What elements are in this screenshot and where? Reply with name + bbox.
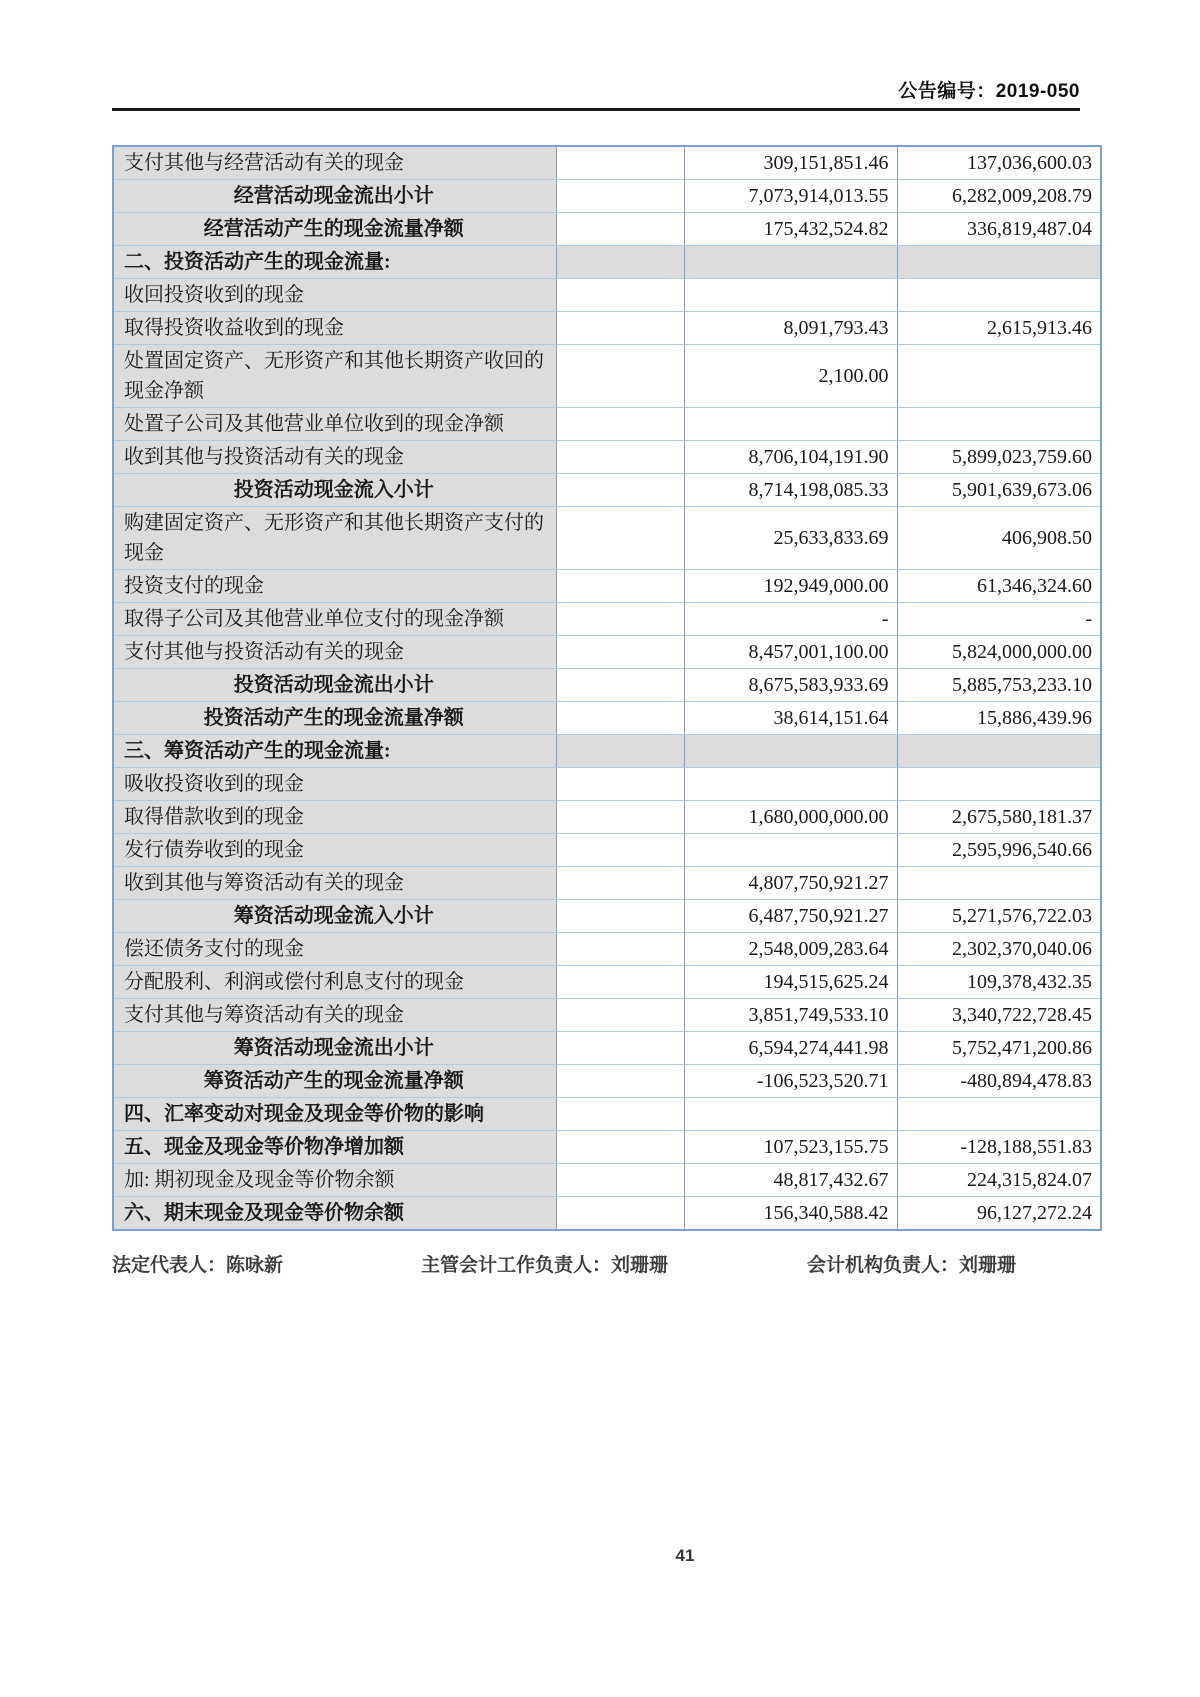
row-label-cell: 投资支付的现金 <box>113 570 556 603</box>
value-cell-prior: 61,346,324.60 <box>897 570 1101 603</box>
row-label-cell: 加: 期初现金及现金等价物余额 <box>113 1164 556 1197</box>
table-row <box>113 1098 1101 1131</box>
row-label-cell: 四、汇率变动对现金及现金等价物的影响 <box>113 1098 556 1131</box>
table-row <box>113 408 1101 441</box>
value-cell-prior: 5,824,000,000.00 <box>897 636 1101 669</box>
table-row <box>113 735 1101 768</box>
value-cell-prior: 224,315,824.07 <box>897 1164 1101 1197</box>
value-cell-current: 38,614,151.64 <box>684 702 897 735</box>
table-row <box>113 1131 1101 1164</box>
table-row <box>113 1164 1101 1197</box>
row-label-cell: 支付其他与经营活动有关的现金 <box>113 146 556 180</box>
value-cell-current: 8,706,104,191.90 <box>684 441 897 474</box>
row-label-cell: 二、投资活动产生的现金流量: <box>113 246 556 279</box>
value-cell-current: -106,523,520.71 <box>684 1065 897 1098</box>
value-cell-current: 156,340,588.42 <box>684 1197 897 1231</box>
value-cell-current <box>684 246 897 279</box>
empty-cell <box>556 441 684 474</box>
value-cell-current <box>684 735 897 768</box>
row-label-cell: 三、筹资活动产生的现金流量: <box>113 735 556 768</box>
empty-cell <box>556 570 684 603</box>
value-cell-current: 8,457,001,100.00 <box>684 636 897 669</box>
value-cell-prior: 336,819,487.04 <box>897 213 1101 246</box>
row-label-cell: 经营活动现金流出小计 <box>113 180 556 213</box>
row-label-cell: 六、期末现金及现金等价物余额 <box>113 1197 556 1231</box>
row-label-cell: 经营活动产生的现金流量净额 <box>113 213 556 246</box>
empty-cell <box>556 669 684 702</box>
value-cell-prior: 5,752,471,200.86 <box>897 1032 1101 1065</box>
table-row <box>113 669 1101 702</box>
row-label-cell: 吸收投资收到的现金 <box>113 768 556 801</box>
value-cell-current <box>684 1098 897 1131</box>
table-row <box>113 867 1101 900</box>
empty-cell <box>556 1197 684 1231</box>
value-cell-prior <box>897 735 1101 768</box>
value-cell-current: 1,680,000,000.00 <box>684 801 897 834</box>
table-row <box>113 441 1101 474</box>
accounting-dept-head: 会计机构负责人：刘珊珊 <box>807 1255 1017 1276</box>
value-cell-current: 2,100.00 <box>684 345 897 408</box>
value-cell-current <box>684 834 897 867</box>
table-row <box>113 474 1101 507</box>
table-row <box>113 246 1101 279</box>
value-cell-prior: 406,908.50 <box>897 507 1101 570</box>
value-cell-prior: 6,282,009,208.79 <box>897 180 1101 213</box>
value-cell-current: 48,817,432.67 <box>684 1164 897 1197</box>
value-cell-prior: 2,615,913.46 <box>897 312 1101 345</box>
row-label-cell: 处置子公司及其他营业单位收到的现金净额 <box>113 408 556 441</box>
value-cell-prior: 2,675,580,181.37 <box>897 801 1101 834</box>
table-row <box>113 999 1101 1032</box>
row-label-cell: 支付其他与筹资活动有关的现金 <box>113 999 556 1032</box>
value-cell-current: 4,807,750,921.27 <box>684 867 897 900</box>
value-cell-prior: 5,271,576,722.03 <box>897 900 1101 933</box>
value-cell-prior <box>897 345 1101 408</box>
row-label-cell: 筹资活动产生的现金流量净额 <box>113 1065 556 1098</box>
empty-cell <box>556 702 684 735</box>
empty-cell <box>556 933 684 966</box>
row-label-cell: 收到其他与投资活动有关的现金 <box>113 441 556 474</box>
table-row <box>113 570 1101 603</box>
legal-representative: 法定代表人：陈咏新 <box>112 1255 284 1276</box>
table-row <box>113 603 1101 636</box>
value-cell-prior: -128,188,551.83 <box>897 1131 1101 1164</box>
empty-cell <box>556 1065 684 1098</box>
value-cell-prior: 3,340,722,728.45 <box>897 999 1101 1032</box>
empty-cell <box>556 1131 684 1164</box>
empty-cell <box>556 867 684 900</box>
empty-cell <box>556 474 684 507</box>
value-cell-current: 3,851,749,533.10 <box>684 999 897 1032</box>
value-cell-prior: 2,595,996,540.66 <box>897 834 1101 867</box>
empty-cell <box>556 146 684 180</box>
table-row <box>113 933 1101 966</box>
empty-cell <box>556 735 684 768</box>
value-cell-prior <box>897 408 1101 441</box>
table-row <box>113 900 1101 933</box>
empty-cell <box>556 1164 684 1197</box>
table-row <box>113 345 1101 408</box>
value-cell-prior: 5,901,639,673.06 <box>897 474 1101 507</box>
empty-cell <box>556 345 684 408</box>
row-label-cell: 筹资活动现金流出小计 <box>113 1032 556 1065</box>
empty-cell <box>556 1098 684 1131</box>
value-cell-current <box>684 279 897 312</box>
row-label-cell: 偿还债务支付的现金 <box>113 933 556 966</box>
value-cell-prior <box>897 768 1101 801</box>
value-cell-current: 309,151,851.46 <box>684 146 897 180</box>
table-row <box>113 146 1101 180</box>
value-cell-prior: 109,378,432.35 <box>897 966 1101 999</box>
value-cell-prior <box>897 246 1101 279</box>
value-cell-current: 194,515,625.24 <box>684 966 897 999</box>
row-label-cell: 投资活动现金流入小计 <box>113 474 556 507</box>
empty-cell <box>556 834 684 867</box>
value-cell-prior: -480,894,478.83 <box>897 1065 1101 1098</box>
table-row <box>113 312 1101 345</box>
row-label-cell: 收到其他与筹资活动有关的现金 <box>113 867 556 900</box>
value-cell-prior: 5,885,753,233.10 <box>897 669 1101 702</box>
value-cell-current: 8,714,198,085.33 <box>684 474 897 507</box>
value-cell-prior: 2,302,370,040.06 <box>897 933 1101 966</box>
empty-cell <box>556 408 684 441</box>
value-cell-current: 107,523,155.75 <box>684 1131 897 1164</box>
row-label-cell: 取得子公司及其他营业单位支付的现金净额 <box>113 603 556 636</box>
row-label-cell: 分配股利、利润或偿付利息支付的现金 <box>113 966 556 999</box>
announcement-number: 公告编号：2019-050 <box>898 81 1080 102</box>
row-label-cell: 收回投资收到的现金 <box>113 279 556 312</box>
empty-cell <box>556 636 684 669</box>
page-number: 41 <box>675 1546 695 1565</box>
row-label-cell: 购建固定资产、无形资产和其他长期资产支付的现金 <box>113 507 556 570</box>
cash-flow-statement-table <box>112 145 1102 1231</box>
empty-cell <box>556 603 684 636</box>
empty-cell <box>556 1032 684 1065</box>
table-row <box>113 1032 1101 1065</box>
table-row <box>113 1197 1101 1231</box>
value-cell-prior <box>897 279 1101 312</box>
value-cell-current: 2,548,009,283.64 <box>684 933 897 966</box>
value-cell-current: 192,949,000.00 <box>684 570 897 603</box>
value-cell-prior <box>897 1098 1101 1131</box>
row-label-cell: 发行债券收到的现金 <box>113 834 556 867</box>
value-cell-current: - <box>684 603 897 636</box>
value-cell-current <box>684 408 897 441</box>
table-row <box>113 213 1101 246</box>
row-label-cell: 处置固定资产、无形资产和其他长期资产收回的现金净额 <box>113 345 556 408</box>
empty-cell <box>556 279 684 312</box>
table-row <box>113 180 1101 213</box>
table-row <box>113 1065 1101 1098</box>
table-row <box>113 966 1101 999</box>
value-cell-current: 25,633,833.69 <box>684 507 897 570</box>
table-row <box>113 279 1101 312</box>
value-cell-current: 6,594,274,441.98 <box>684 1032 897 1065</box>
table-row <box>113 702 1101 735</box>
empty-cell <box>556 900 684 933</box>
row-label-cell: 取得借款收到的现金 <box>113 801 556 834</box>
empty-cell <box>556 180 684 213</box>
value-cell-current: 8,091,793.43 <box>684 312 897 345</box>
value-cell-prior: 5,899,023,759.60 <box>897 441 1101 474</box>
value-cell-prior <box>897 867 1101 900</box>
value-cell-current: 175,432,524.82 <box>684 213 897 246</box>
table-row <box>113 801 1101 834</box>
page-header <box>112 76 1080 103</box>
value-cell-current: 6,487,750,921.27 <box>684 900 897 933</box>
empty-cell <box>556 312 684 345</box>
empty-cell <box>556 801 684 834</box>
empty-cell <box>556 999 684 1032</box>
row-label-cell: 投资活动现金流出小计 <box>113 669 556 702</box>
value-cell-prior: 15,886,439.96 <box>897 702 1101 735</box>
row-label-cell: 支付其他与投资活动有关的现金 <box>113 636 556 669</box>
value-cell-prior: - <box>897 603 1101 636</box>
row-label-cell: 取得投资收益收到的现金 <box>113 312 556 345</box>
table-row <box>113 507 1101 570</box>
table-row <box>113 636 1101 669</box>
value-cell-current: 8,675,583,933.69 <box>684 669 897 702</box>
table-row <box>113 834 1101 867</box>
header-rule <box>112 108 1080 111</box>
value-cell-current: 7,073,914,013.55 <box>684 180 897 213</box>
row-label-cell: 五、现金及现金等价物净增加额 <box>113 1131 556 1164</box>
value-cell-prior: 96,127,272.24 <box>897 1197 1101 1231</box>
row-label-cell: 投资活动产生的现金流量净额 <box>113 702 556 735</box>
empty-cell <box>556 246 684 279</box>
empty-cell <box>556 768 684 801</box>
empty-cell <box>556 213 684 246</box>
empty-cell <box>556 507 684 570</box>
chief-accountant: 主管会计工作负责人：刘珊珊 <box>421 1255 669 1276</box>
row-label-cell: 筹资活动现金流入小计 <box>113 900 556 933</box>
empty-cell <box>556 966 684 999</box>
value-cell-prior: 137,036,600.03 <box>897 146 1101 180</box>
value-cell-current <box>684 768 897 801</box>
table-row <box>113 768 1101 801</box>
